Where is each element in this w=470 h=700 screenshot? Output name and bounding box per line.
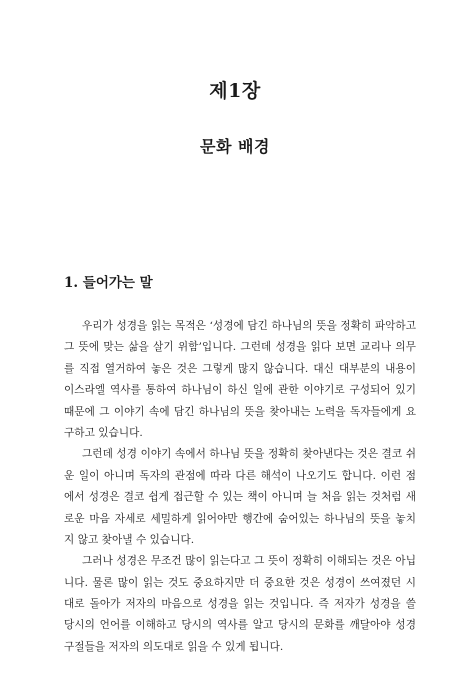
- text-line: 대로 돌아가 저자의 마음으로 성경을 읽는 것입니다. 즉 저자가 성경을 쓸: [64, 598, 416, 611]
- text-line: 를 직접 열거하여 놓은 것은 그렇게 많지 않습니다. 대신 대부분의 내용이: [64, 362, 416, 375]
- text-line: 그 뜻에 맞는 삶을 살기 위함’입니다. 그런데 성경을 읽다 보면 교리나 의무: [64, 341, 416, 354]
- text-line: 구하고 있습니다.: [64, 426, 143, 439]
- text-line: 당시의 언어를 이해하고 당시의 역사를 알고 당시의 문화를 깨달아야 성경: [64, 619, 416, 632]
- text-line: 그런데 성경 이야기 속에서 하나님 뜻을 정확히 찾아낸다는 것은 결코 쉬: [82, 448, 416, 461]
- text-line: 때문에 그 이야기 속에 담긴 하나님의 뜻을 찾아내는 노력을 독자들에게 요: [64, 405, 416, 418]
- paragraph: [64, 316, 416, 444]
- text-line: 운 일이 아니며 독자의 관점에 따라 다른 해석이 나오기도 합니다. 이런 점: [64, 469, 416, 482]
- section-heading: 1. 들어가는 말: [64, 275, 153, 291]
- text-line: 이스라엘 역사를 통하여 하나님이 하신 일에 관한 이야기로 구성되어 있기: [64, 384, 416, 397]
- paragraph: [64, 444, 416, 551]
- text-line: 지 않고 찾아낼 수 있습니다.: [64, 533, 195, 546]
- text-line: 로운 마음 자세로 세밀하게 읽어야만 행간에 숨어있는 하나님의 뜻을 놓치: [64, 512, 416, 525]
- chapter-title: 제1장: [209, 80, 261, 102]
- body-text: [64, 316, 416, 658]
- text-line: 우리가 성경을 읽는 목적은 ‘성경에 담긴 하나님의 뜻을 정확히 파악하고: [82, 320, 416, 332]
- chapter-subtitle: 문화 배경: [200, 137, 270, 156]
- text-line: 니다. 물론 많이 읽는 것도 중요하지만 더 중요한 것은 성경이 쓰여졌던 시: [64, 576, 416, 589]
- text-line: 구절들을 저자의 의도대로 읽을 수 있게 됩니다.: [64, 640, 284, 653]
- paragraph: [64, 551, 416, 658]
- text-line: 그러나 성경은 무조건 많이 읽는다고 그 뜻이 정확히 이해되는 것은 아닙: [82, 555, 416, 568]
- text-line: 에서 성경은 결코 쉽게 접근할 수 있는 책이 아니며 늘 처음 읽는 것처럼 새: [64, 491, 416, 504]
